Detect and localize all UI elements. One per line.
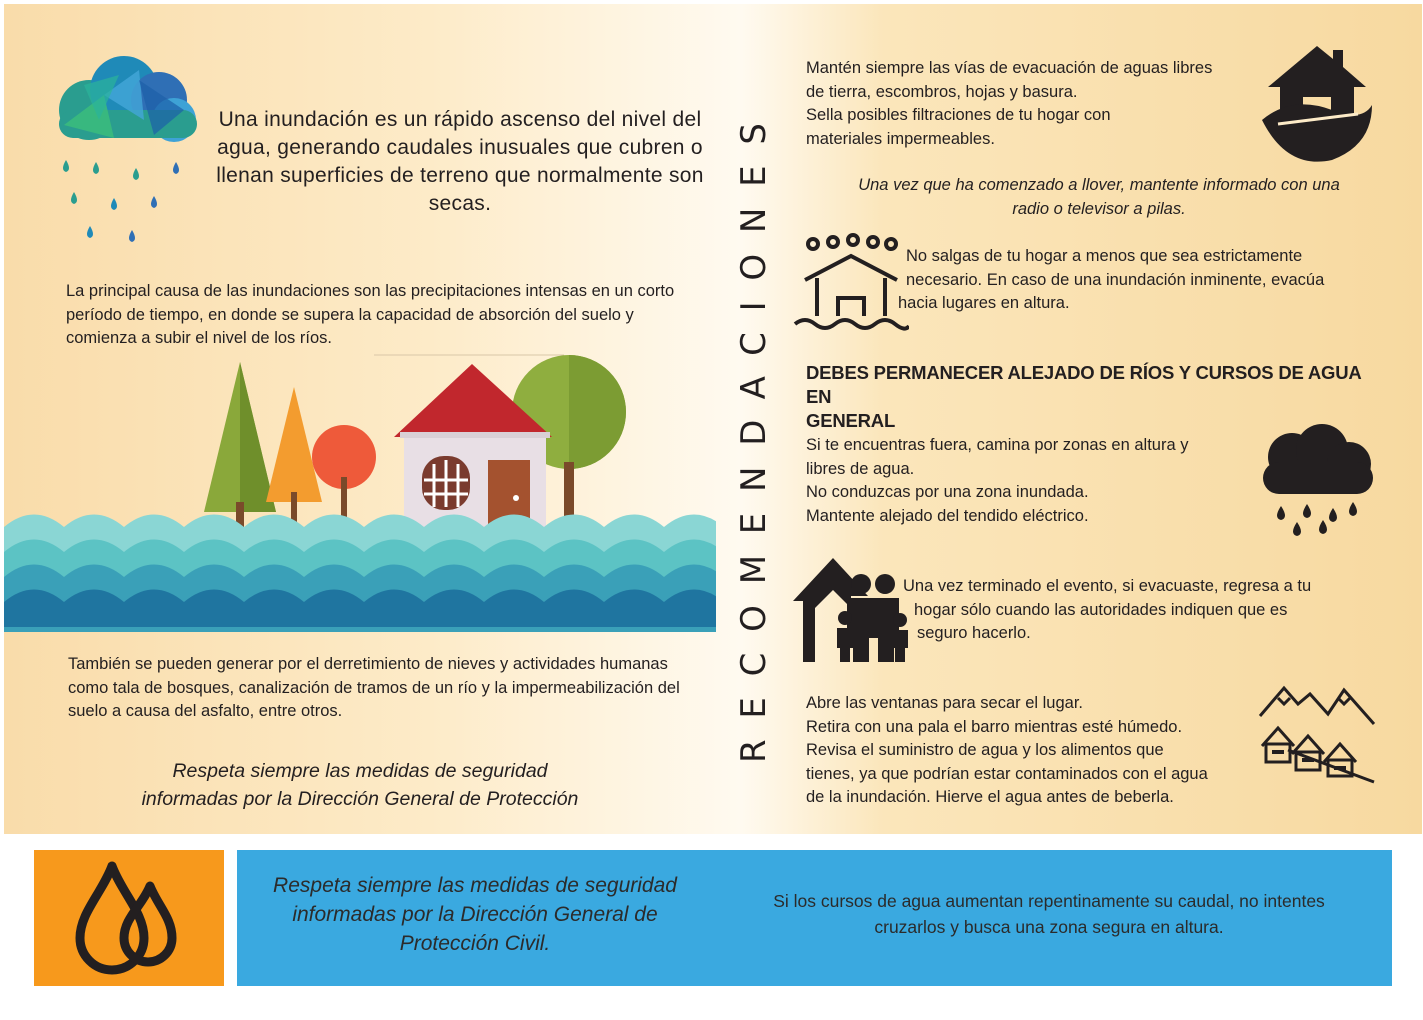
text-line: seguro hacerlo.: [917, 624, 1031, 642]
after-flood-text: [806, 692, 1276, 810]
text-line: Si los cursos de agua aumentan repentinamente su caudal, no intentes: [773, 891, 1325, 911]
other-causes-text: También se pueden generar por el derretimiento de nieves y actividades humanas como tala de bosques, canalización de tramos de un río y la impermeabilización del suelo a causa del asfalto, entre otros.: [68, 655, 680, 720]
return-home-text: [903, 575, 1373, 646]
text-line: No conduzcas por una zona inundada.: [806, 483, 1089, 501]
safety-reminder-line: informadas por la Dirección General de Protección: [141, 788, 579, 810]
text-line: Mantente alejado del tendido eléctrico.: [806, 506, 1089, 525]
text-line: materiales impermeables.: [806, 129, 995, 148]
heading-line: DEBES PERMANECER ALEJADO DE RÍOS Y CURSOS DE AGUA EN: [806, 362, 1361, 407]
rain-cloud-icon: [44, 50, 204, 250]
recommendation-evacuation-routes: [806, 57, 1266, 151]
text-line: cruzarlos y busca una zona segura en altura.: [874, 917, 1224, 937]
text-line: Sella posibles filtraciones de tu hogar con: [806, 106, 1111, 124]
dark-rain-cloud-icon: [1257, 422, 1379, 538]
text-line: Mantén siempre las vías de evacuación de aguas libres: [806, 59, 1213, 77]
do-not-cross-warning: [728, 888, 1370, 940]
text-line: No salgas de tu hogar a menos que sea estrictamente: [906, 247, 1303, 265]
text-line: Revisa el suministro de agua y los alimentos que: [806, 741, 1164, 759]
text-line: Si te encuentras fuera, camina por zonas en altura y: [806, 436, 1189, 454]
text-line: hogar sólo cuando las autoridades indiquen que es: [914, 600, 1288, 619]
text-line: Protección Civil.: [399, 932, 551, 955]
text-line: radio o televisor a pilas.: [1012, 199, 1186, 218]
family-house-icon: [793, 556, 911, 666]
outside-advice-text: [806, 434, 1256, 528]
stay-home-text: [898, 245, 1388, 316]
flood-illustration: [4, 352, 716, 632]
safety-reminder: [70, 757, 650, 813]
house-leaf-icon: [1258, 42, 1376, 164]
text-line: Respeta siempre las medidas de seguridad: [273, 874, 677, 897]
main-cause-text: La principal causa de las inundaciones son las precipitaciones intensas en un corto período de tiempo, en donde se supera la capacidad de absorción del suelo y comienza a subir el nivel de los ríos.: [66, 282, 675, 347]
water-drops-icon: [72, 858, 182, 978]
text-line: libres de agua.: [806, 459, 915, 478]
text-line: de tierra, escombros, hojas y basura.: [806, 82, 1078, 101]
stay-informed-text: [806, 174, 1392, 221]
text-line: Retira con una pala el barro mientras esté húmedo.: [806, 717, 1183, 736]
recommendations-title: RECOMENDACIONES: [734, 123, 774, 763]
safety-reminder-line: Respeta siempre las medidas de seguridad: [172, 760, 548, 782]
text-line: tienes, ya que podrían estar contaminados con el agua: [806, 764, 1208, 783]
heading-line: GENERAL: [806, 410, 896, 431]
text-line: Una vez que ha comenzado a llover, mantente informado con una: [858, 176, 1340, 194]
text-line: de la inundación. Hierve el agua antes de beberla.: [806, 788, 1174, 806]
text-line: Una vez terminado el evento, si evacuaste, regresa a tu: [903, 577, 1312, 595]
text-line: hacia lugares en altura.: [898, 294, 1070, 312]
mountain-houses-icon: [1258, 684, 1378, 784]
text-line: Abre las ventanas para secar el lugar.: [806, 694, 1083, 712]
flooded-house-icon: [793, 232, 909, 338]
civil-protection-reminder: [250, 871, 700, 958]
vertical-title: [730, 118, 778, 763]
text-line: necesario. En caso de una inundación inminente, evacúa: [906, 270, 1325, 289]
flood-definition: Una inundación es un rápido ascenso del nivel del agua, generando caudales inusuales que cubren o llenan superficies de terreno que normalmente son secas.: [216, 108, 704, 215]
text-line: informadas por la Dirección General de: [292, 903, 658, 926]
